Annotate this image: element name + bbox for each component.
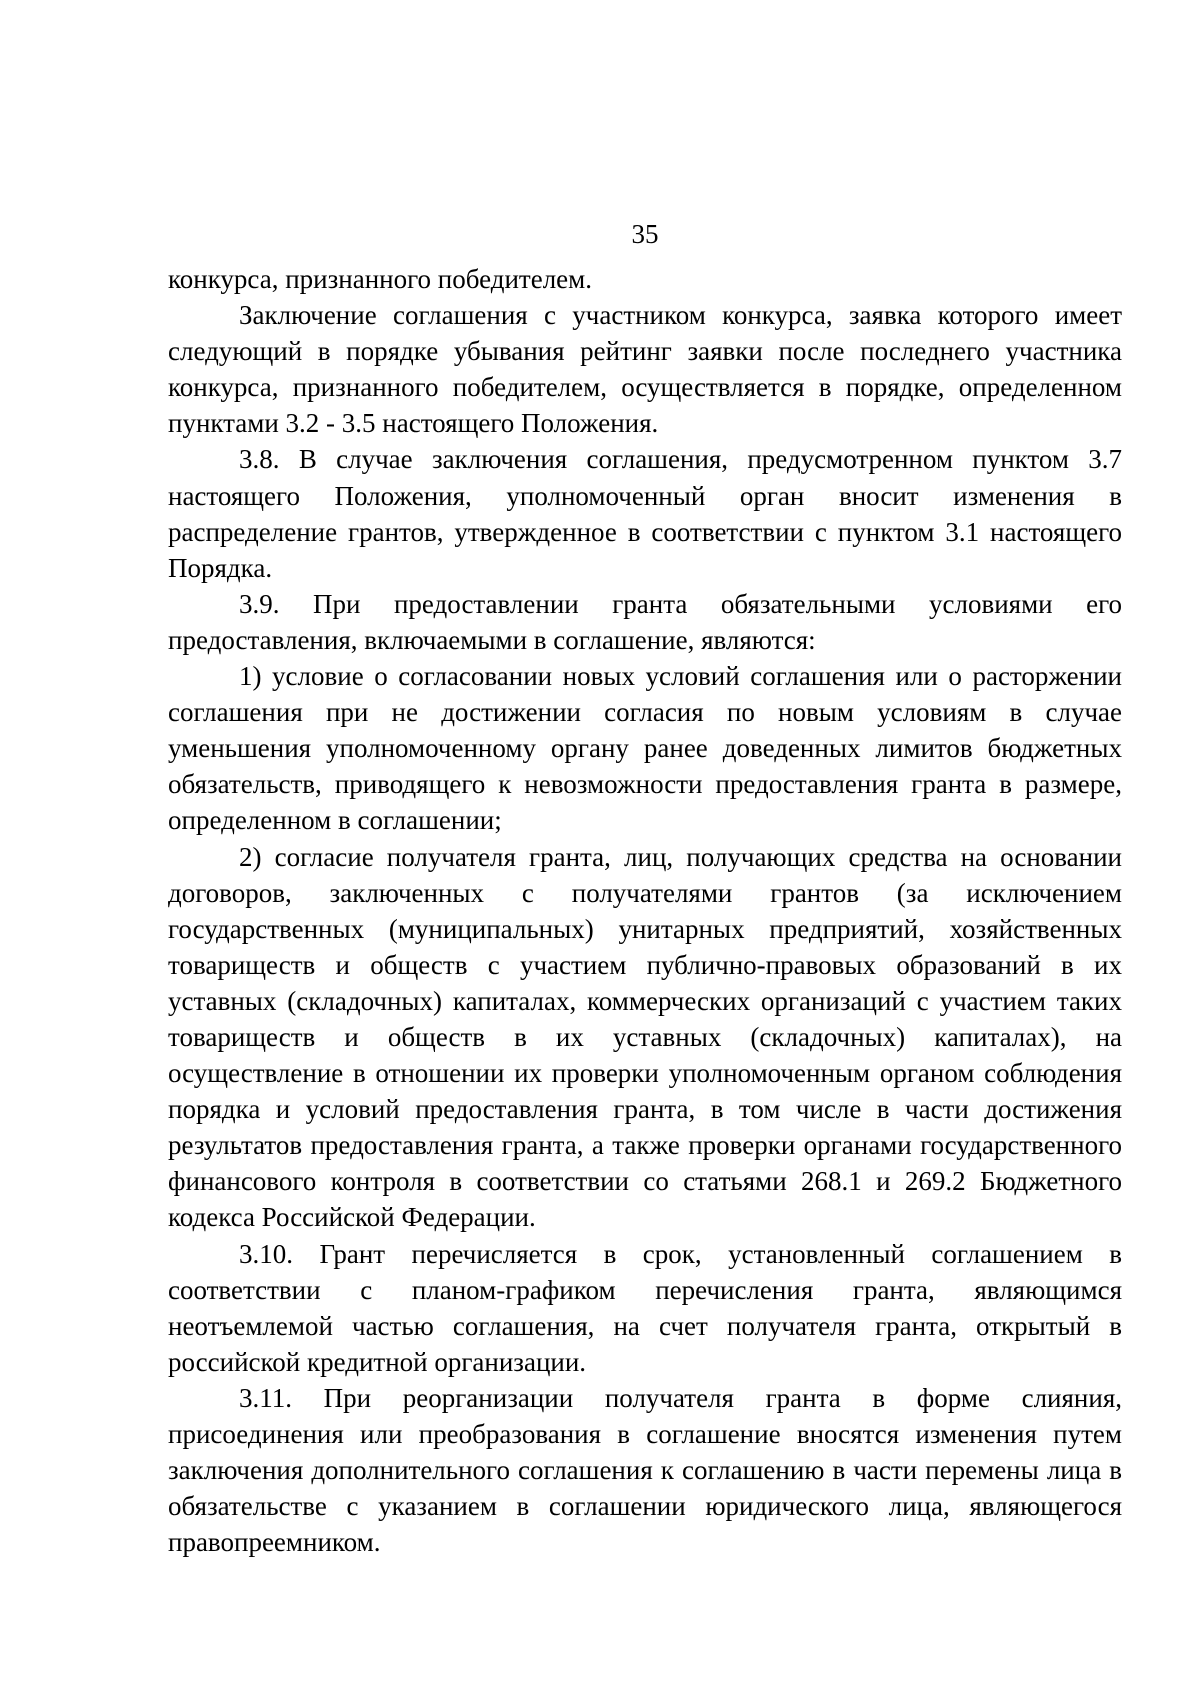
document-body — [168, 261, 1122, 1560]
paragraph-continuation: конкурса, признанного победителем. — [168, 264, 592, 294]
paragraph-3-11: 3.11. При реорганизации получателя гранта в форме слияния, присоединения или преобразования в соглашение вносятся изменения путем заключения дополнительного соглашения к соглашению в части перемены лица в обязательстве с указанием в соглашении юридического лица, являющегося правопреемником. — [168, 1382, 1122, 1558]
paragraph-condition-1: 1) условие о согласовании новых условий соглашения или о расторжении соглашения при не достижении согласия по новым условиям в случае уменьшения уполномоченному органу ранее доведенных лимитов бюджетных обязательств, приводящего к невозможности предоставления гранта в размере, определенном в соглашении; — [168, 661, 1122, 836]
paragraph-3-10: 3.10. Грант перечисляется в срок, установленный соглашением в соответствии с планом-графиком перечисления гранта, являющимся неотъемлемой частью соглашения, на счет получателя гранта, открытый в российской кредитной организации. — [168, 1238, 1122, 1377]
paragraph-3-9: 3.9. При предоставлении гранта обязательными условиями его предоставления, включаемыми в соглашение, являются: — [168, 588, 1122, 655]
page-number: 35 — [631, 219, 659, 249]
paragraph-agreement-conclusion: Заключение соглашения с участником конкурса, заявка которого имеет следующий в порядке убывания рейтинг заявки после последнего участника конкурса, признанного победителем, осуществляется в порядке, определенном пунктами 3.2 - 3.5 настоящего Положения. — [168, 300, 1122, 439]
paragraph-3-8: 3.8. В случае заключения соглашения, предусмотренном пунктом 3.7 настоящего Положения, уполномоченный орган вносит изменения в распределение грантов, утвержденное в соответствии с пунктом 3.1 настоящего Порядка. — [168, 444, 1122, 583]
paragraph-condition-2: 2) согласие получателя гранта, лиц, получающих средства на основании договоров, заключенных с получателями грантов (за исключением государственных (муниципальных) унитарных предприятий, хозяйственных товариществ и обществ с участием публично-правовых образований в их уставных (складочных) капиталах, коммерческих организаций с участием таких товариществ и обществ в их уставных (складочных) капиталах), на осуществление в отношении их проверки уполномоченным органом соблюдения порядка и условий предоставления гранта, в том числе в части достижения результатов предоставления гранта, а также проверки органами государственного финансового контроля в соответствии со статьями 268.1 и 269.2 Бюджетного кодекса Российской Федерации. — [168, 841, 1122, 1233]
